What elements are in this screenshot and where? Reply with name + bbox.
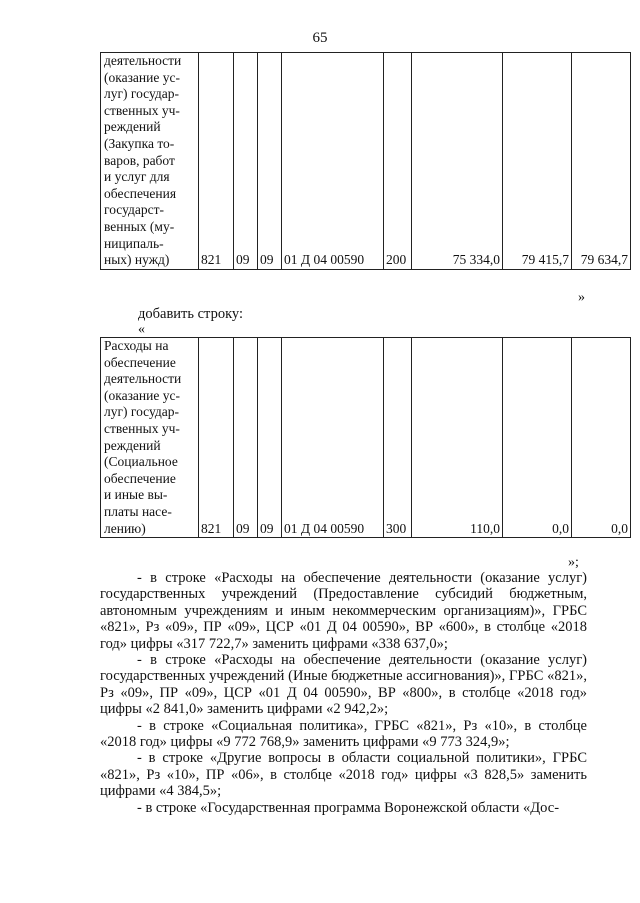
vr-cell: 300 [384,338,412,538]
year-2018-cell: 110,0 [412,338,503,538]
year-2020-cell: 79 634,7 [572,53,631,270]
paragraph: - в строке «Другие вопросы в области социальной политики», ГРБС «821», Рз «10», ПР «06», в столбце «2018 год» цифры «3 828,5» заменить цифрами «4 384,5»; [100,750,587,800]
pr-cell: 09 [258,338,282,538]
pr-cell: 09 [258,53,282,270]
paragraph: - в строке «Расходы на обеспечение деятельности (оказание услуг) государственных учреждений (Предоставление субсидий бюджетным, автономным учреждениям и иным некоммерческим организациям)», ГРБС «821», Рз «09», ПР «09», ЦСР «01 Д 04 00590», ВР «600», в столбце «2018 год» цифры «317 722,7» заменить цифрами «338 637,0»; [100,570,587,652]
closing-quote: » [578,290,585,305]
budget-table-new-row [100,337,631,538]
year-2019-cell: 79 415,7 [503,53,572,270]
row-name-cell [101,338,199,538]
closing-quote: »; [568,555,579,570]
year-2020-cell: 0,0 [572,338,631,538]
row-name: деятельности (оказание ус- луг) государ- ственных уч- реждений (Закупка то- варов, работ и услуг для обеспечения государст- венных (му- ниципаль- ных) нужд) [104,53,182,268]
table-row [101,338,631,538]
amendments-text [100,570,587,816]
page-number: 65 [312,30,328,46]
paragraph: - в строке «Расходы на обеспечение деятельности (оказание услуг) государственных учреждений (Иные бюджетные ассигнования)», ГРБС «821», Рз «09», ПР «09», ЦСР «01 Д 04 00590», ВР «800», в столбце «2018 год» цифры «2 841,0» заменить цифрами «2 942,2»; [100,652,587,718]
row-name-cell [101,53,199,270]
budget-table-continued [100,52,631,270]
vr-cell: 200 [384,53,412,270]
paragraph: - в строке «Социальная политика», ГРБС «821», Рз «10», в столбце «2018 год» цифры «9 772 768,9» заменить цифрами «9 773 324,9»; [100,717,587,751]
table-row [101,53,631,270]
rz-cell: 09 [234,338,258,538]
rz-cell: 09 [234,53,258,270]
row-name: Расходы на обеспечение деятельности (оказание ус- луг) государ- ственных уч- реждений (Социальное обеспечение и иные вы- платы насе- лению) [104,338,182,536]
grbs-cell: 821 [199,53,234,270]
grbs-cell: 821 [199,338,234,538]
year-2018-cell: 75 334,0 [412,53,503,270]
csr-cell: 01 Д 04 00590 [282,338,384,538]
add-row-instruction: добавить строку: [138,306,243,322]
year-2019-cell: 0,0 [503,338,572,538]
paragraph: - в строке «Государственная программа Воронежской области «Дос- [137,799,560,816]
csr-cell: 01 Д 04 00590 [282,53,384,270]
opening-quote: « [138,322,145,337]
